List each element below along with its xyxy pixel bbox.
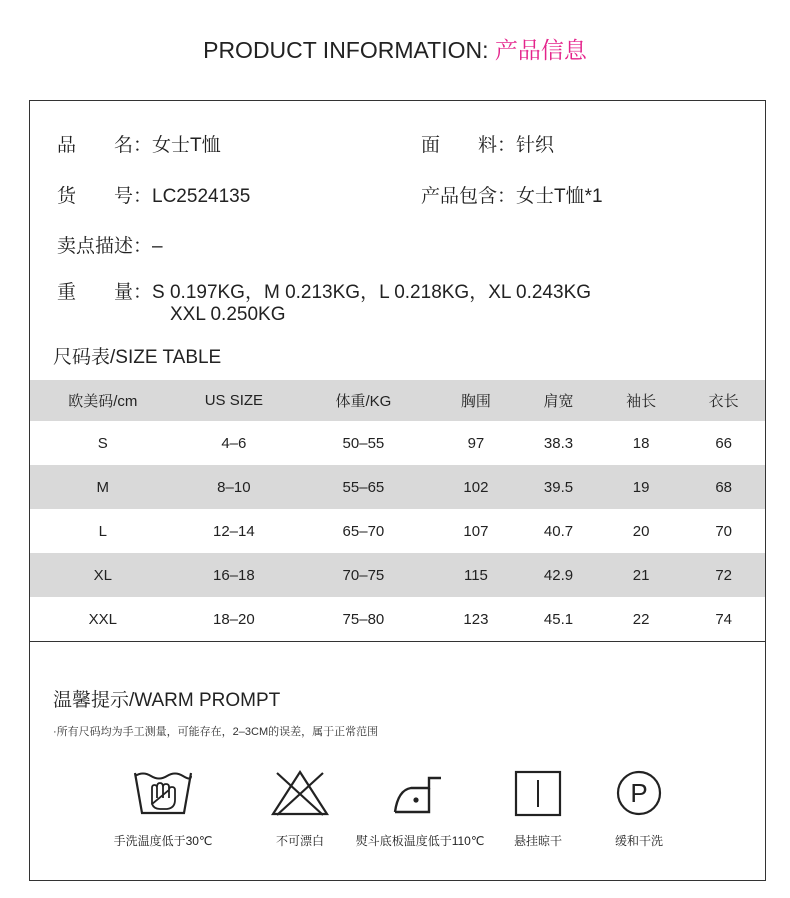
cell: 55–65 bbox=[342, 478, 385, 496]
care-label: 缓和干洗 bbox=[614, 834, 663, 848]
info-weight-label: 重 量： bbox=[57, 282, 153, 303]
info-weight bbox=[57, 277, 591, 304]
care-label: 不可漂白 bbox=[275, 834, 324, 848]
care-no-bleach bbox=[235, 768, 365, 849]
col-us-size: US SIZE bbox=[204, 392, 264, 409]
cell: 19 bbox=[632, 478, 650, 496]
cell: 12–14 bbox=[213, 522, 255, 540]
cell: 42.9 bbox=[543, 566, 574, 584]
table-row bbox=[30, 509, 765, 553]
info-fabric bbox=[421, 130, 554, 157]
dry-clean-icon bbox=[608, 768, 670, 818]
hand-wash-icon bbox=[132, 768, 194, 818]
table-row bbox=[30, 553, 765, 597]
cell: 68 bbox=[715, 478, 733, 496]
size-table-header-row bbox=[30, 380, 765, 421]
cell: XXL bbox=[88, 610, 117, 628]
cell: 40.7 bbox=[543, 522, 574, 540]
iron-icon bbox=[389, 768, 451, 818]
cell: 107 bbox=[463, 522, 489, 540]
info-selling-value: – bbox=[152, 236, 163, 257]
info-name bbox=[57, 130, 221, 157]
cell: 38.3 bbox=[543, 434, 574, 452]
cell: M bbox=[96, 478, 110, 496]
cell: XL bbox=[93, 566, 112, 584]
cell: 8–10 bbox=[217, 478, 251, 496]
info-package-label: 产品包含： bbox=[421, 186, 517, 207]
care-label: 手洗温度低于30℃ bbox=[113, 834, 213, 848]
cell: 21 bbox=[632, 566, 650, 584]
col-bust: 胸围 bbox=[460, 393, 491, 410]
info-fabric-value: 针织 bbox=[516, 135, 555, 156]
table-row bbox=[30, 597, 765, 641]
table-row bbox=[30, 465, 765, 509]
cell: 50–55 bbox=[342, 434, 385, 452]
warm-prompt-note: ·所有尺码均为手工测量，可能存在，2–3CM的误差，属于正常范围 bbox=[53, 726, 379, 738]
info-name-label: 品 名： bbox=[57, 135, 153, 156]
cell: L bbox=[98, 522, 107, 540]
info-weight-cont bbox=[170, 304, 285, 326]
cell: 66 bbox=[715, 434, 733, 452]
info-sku-value: LC2524135 bbox=[152, 186, 251, 207]
line-dry-icon bbox=[507, 768, 569, 818]
care-dry-clean bbox=[574, 768, 704, 849]
cell: 74 bbox=[715, 610, 733, 628]
care-label: 悬挂晾干 bbox=[513, 834, 562, 848]
cell: 18–20 bbox=[213, 610, 255, 628]
col-eu-size: 欧美码/cm bbox=[68, 393, 138, 410]
col-sleeve: 袖长 bbox=[626, 393, 657, 410]
info-fabric-label: 面 料： bbox=[421, 135, 517, 156]
cell: 72 bbox=[715, 566, 733, 584]
cell: 123 bbox=[463, 610, 489, 628]
care-hand-wash bbox=[98, 768, 228, 849]
info-weight-line2: XXL 0.250KG bbox=[170, 304, 286, 325]
info-weight-line1: S 0.197KG，M 0.213KG，L 0.218KG，XL 0.243KG bbox=[152, 282, 592, 303]
cell: 70–75 bbox=[342, 566, 385, 584]
cell: 18 bbox=[632, 434, 650, 452]
info-sku-label: 货 号： bbox=[57, 186, 153, 207]
care-label: 熨斗底板温度低于110℃ bbox=[355, 834, 485, 848]
col-length: 衣长 bbox=[708, 393, 739, 410]
info-selling-label: 卖点描述： bbox=[57, 236, 153, 257]
cell: S bbox=[97, 434, 108, 452]
info-selling bbox=[57, 231, 163, 258]
info-name-value: 女士T恤 bbox=[152, 135, 221, 156]
cell: 45.1 bbox=[543, 610, 574, 628]
page-header bbox=[0, 30, 790, 70]
header-title-cn: 产品信息 bbox=[494, 37, 587, 63]
cell: 4–6 bbox=[221, 434, 247, 452]
no-bleach-icon bbox=[269, 768, 331, 818]
cell: 70 bbox=[715, 522, 733, 540]
table-row bbox=[30, 421, 765, 465]
info-sku bbox=[57, 181, 250, 208]
care-iron bbox=[355, 768, 485, 849]
col-weight: 体重/KG bbox=[335, 393, 392, 410]
info-package bbox=[421, 181, 603, 208]
cell: 115 bbox=[463, 566, 488, 584]
cell: 16–18 bbox=[213, 566, 255, 584]
dry-clean-symbol: P bbox=[630, 778, 648, 808]
size-table bbox=[30, 380, 765, 641]
info-package-value: 女士T恤*1 bbox=[516, 186, 603, 207]
cell: 39.5 bbox=[543, 478, 574, 496]
cell: 22 bbox=[632, 610, 650, 628]
cell: 20 bbox=[632, 522, 650, 540]
cell: 102 bbox=[463, 478, 489, 496]
cell: 97 bbox=[467, 434, 485, 452]
cell: 65–70 bbox=[342, 522, 385, 540]
warm-prompt-title: 温馨提示/WARM PROMPT bbox=[53, 690, 281, 711]
header-title-en: PRODUCT INFORMATION: bbox=[203, 37, 489, 63]
size-table-title: 尺码表/SIZE TABLE bbox=[53, 347, 222, 368]
cell: 75–80 bbox=[342, 610, 385, 628]
col-shoulder: 肩宽 bbox=[543, 393, 574, 410]
